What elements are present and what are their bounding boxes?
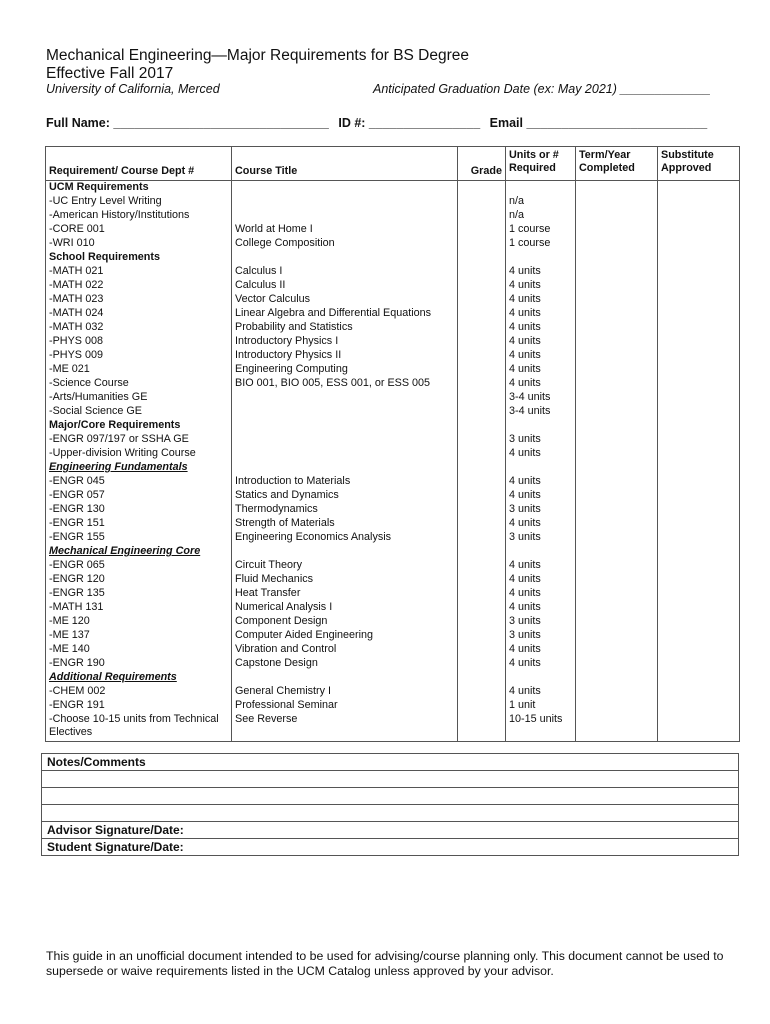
term-year-cell[interactable] xyxy=(576,489,658,503)
grade-cell[interactable] xyxy=(458,433,506,447)
grade-cell[interactable] xyxy=(458,615,506,629)
grade-cell[interactable] xyxy=(458,475,506,489)
term-year-cell[interactable] xyxy=(576,503,658,517)
course-title-cell: Component Design xyxy=(232,615,458,629)
requirement-cell: -ENGR 065 xyxy=(46,559,232,573)
grade-cell[interactable] xyxy=(458,363,506,377)
requirement-cell: -MATH 131 xyxy=(46,601,232,615)
column-header-term-year: Term/Year Completed xyxy=(576,147,658,181)
substitute-cell[interactable] xyxy=(658,363,740,377)
grade-cell[interactable] xyxy=(458,307,506,321)
units-cell xyxy=(506,671,576,685)
term-year-cell[interactable] xyxy=(576,237,658,251)
term-year-cell[interactable] xyxy=(576,699,658,713)
section-header-row xyxy=(46,181,740,196)
term-year-cell[interactable] xyxy=(576,419,658,433)
course-title-cell: Engineering Computing xyxy=(232,363,458,377)
requirement-cell: -PHYS 009 xyxy=(46,349,232,363)
requirement-cell: School Requirements xyxy=(46,251,232,265)
term-year-cell[interactable] xyxy=(576,321,658,335)
table-row xyxy=(46,629,740,643)
grade-cell[interactable] xyxy=(458,237,506,251)
column-header-requirement: Requirement/ Course Dept # xyxy=(46,147,232,181)
course-title-cell: Introductory Physics I xyxy=(232,335,458,349)
requirement-cell: -ENGR 120 xyxy=(46,573,232,587)
notes-line[interactable] xyxy=(42,788,739,805)
requirement-cell: Mechanical Engineering Core xyxy=(46,545,232,559)
requirement-cell: -WRI 010 xyxy=(46,237,232,251)
grade-cell[interactable] xyxy=(458,377,506,391)
substitute-cell[interactable] xyxy=(658,391,740,405)
requirement-cell: -ENGR 155 xyxy=(46,531,232,545)
column-header-grade: Grade xyxy=(458,147,506,181)
term-year-cell[interactable] xyxy=(576,587,658,601)
units-cell xyxy=(506,251,576,265)
course-title-cell: College Composition xyxy=(232,237,458,251)
units-cell xyxy=(506,545,576,559)
substitute-cell[interactable] xyxy=(658,531,740,545)
course-title-cell: Capstone Design xyxy=(232,657,458,671)
table-row xyxy=(46,363,740,377)
units-cell xyxy=(506,419,576,433)
notes-line[interactable] xyxy=(42,805,739,822)
course-title-cell: Introductory Physics II xyxy=(232,349,458,363)
course-title-cell: Fluid Mechanics xyxy=(232,573,458,587)
full-name-field[interactable]: Full Name: _______________________________ xyxy=(46,116,329,130)
anticipated-graduation-field[interactable]: Anticipated Graduation Date (ex: May 2021) _____________ xyxy=(373,82,711,96)
substitute-cell[interactable] xyxy=(658,475,740,489)
table-row xyxy=(46,475,740,489)
grade-cell[interactable] xyxy=(458,587,506,601)
units-cell: 4 units xyxy=(506,559,576,573)
table-row xyxy=(46,447,740,461)
section-header-row xyxy=(46,461,740,475)
grade-cell[interactable] xyxy=(458,405,506,419)
term-year-cell[interactable] xyxy=(576,629,658,643)
table-row xyxy=(46,601,740,615)
university-name: University of California, Merced xyxy=(46,82,220,96)
substitute-cell[interactable] xyxy=(658,629,740,643)
units-cell: 3 units xyxy=(506,433,576,447)
units-cell: 4 units xyxy=(506,685,576,699)
substitute-cell[interactable] xyxy=(658,223,740,237)
substitute-cell[interactable] xyxy=(658,265,740,279)
course-title-cell: Circuit Theory xyxy=(232,559,458,573)
course-title-cell: See Reverse xyxy=(232,713,458,742)
term-year-cell[interactable] xyxy=(576,433,658,447)
units-cell: n/a xyxy=(506,209,576,223)
course-title-cell xyxy=(232,181,458,196)
course-title-cell xyxy=(232,433,458,447)
table-row xyxy=(46,307,740,321)
requirement-cell: -ENGR 057 xyxy=(46,489,232,503)
course-title-cell: BIO 001, BIO 005, ESS 001, or ESS 005 xyxy=(232,377,458,391)
notes-comments-label: Notes/Comments xyxy=(42,754,739,771)
units-cell: 3 units xyxy=(506,629,576,643)
grade-cell[interactable] xyxy=(458,251,506,265)
course-title-cell: Numerical Analysis I xyxy=(232,601,458,615)
requirement-cell: -CORE 001 xyxy=(46,223,232,237)
substitute-cell[interactable] xyxy=(658,307,740,321)
substitute-cell[interactable] xyxy=(658,251,740,265)
requirement-cell: -ME 120 xyxy=(46,615,232,629)
student-id-field[interactable]: ID #: ________________ xyxy=(338,116,481,130)
substitute-cell[interactable] xyxy=(658,657,740,671)
grade-cell[interactable] xyxy=(458,685,506,699)
units-cell: 4 units xyxy=(506,475,576,489)
table-row xyxy=(46,349,740,363)
requirement-cell: Additional Requirements xyxy=(46,671,232,685)
table-row xyxy=(46,293,740,307)
units-cell: 4 units xyxy=(506,601,576,615)
substitute-cell[interactable] xyxy=(658,447,740,461)
units-cell: 3 units xyxy=(506,531,576,545)
term-year-cell[interactable] xyxy=(576,657,658,671)
units-cell: 4 units xyxy=(506,377,576,391)
grade-cell[interactable] xyxy=(458,419,506,433)
units-cell: 3-4 units xyxy=(506,405,576,419)
substitute-cell[interactable] xyxy=(658,195,740,209)
grade-cell[interactable] xyxy=(458,293,506,307)
substitute-cell[interactable] xyxy=(658,377,740,391)
email-field[interactable]: Email __________________________ xyxy=(489,116,708,130)
substitute-cell[interactable] xyxy=(658,559,740,573)
units-cell: 3-4 units xyxy=(506,391,576,405)
grade-cell[interactable] xyxy=(458,265,506,279)
substitute-cell[interactable] xyxy=(658,699,740,713)
course-title-cell xyxy=(232,195,458,209)
requirement-cell: -UC Entry Level Writing xyxy=(46,195,232,209)
course-title-cell: Statics and Dynamics xyxy=(232,489,458,503)
term-year-cell[interactable] xyxy=(576,307,658,321)
grade-cell[interactable] xyxy=(458,461,506,475)
term-year-cell[interactable] xyxy=(576,475,658,489)
term-year-cell[interactable] xyxy=(576,391,658,405)
requirement-cell: -Upper-division Writing Course xyxy=(46,447,232,461)
units-cell: 4 units xyxy=(506,265,576,279)
course-title-cell: Probability and Statistics xyxy=(232,321,458,335)
term-year-cell[interactable] xyxy=(576,615,658,629)
table-row xyxy=(46,377,740,391)
student-signature-field[interactable]: Student Signature/Date: xyxy=(42,839,739,856)
table-row xyxy=(46,433,740,447)
grade-cell[interactable] xyxy=(458,321,506,335)
course-title-cell: Calculus I xyxy=(232,265,458,279)
table-row xyxy=(46,195,740,209)
units-cell: 4 units xyxy=(506,307,576,321)
course-title-cell: Computer Aided Engineering xyxy=(232,629,458,643)
substitute-cell[interactable] xyxy=(658,545,740,559)
grade-cell[interactable] xyxy=(458,489,506,503)
course-title-cell: Vector Calculus xyxy=(232,293,458,307)
requirement-cell: -MATH 032 xyxy=(46,321,232,335)
substitute-cell[interactable] xyxy=(658,489,740,503)
term-year-cell[interactable] xyxy=(576,713,658,742)
notes-table xyxy=(41,753,739,856)
grade-cell[interactable] xyxy=(458,671,506,685)
substitute-cell[interactable] xyxy=(658,419,740,433)
table-row xyxy=(46,265,740,279)
requirement-cell: -ME 021 xyxy=(46,363,232,377)
table-row xyxy=(46,335,740,349)
substitute-cell[interactable] xyxy=(658,237,740,251)
units-cell xyxy=(506,461,576,475)
course-title-cell: General Chemistry I xyxy=(232,685,458,699)
course-title-cell xyxy=(232,671,458,685)
substitute-cell[interactable] xyxy=(658,503,740,517)
table-row xyxy=(46,391,740,405)
grade-cell[interactable] xyxy=(458,559,506,573)
substitute-cell[interactable] xyxy=(658,573,740,587)
grade-cell[interactable] xyxy=(458,195,506,209)
grade-cell[interactable] xyxy=(458,223,506,237)
course-title-cell: Engineering Economics Analysis xyxy=(232,531,458,545)
requirement-cell: -Social Science GE xyxy=(46,405,232,419)
substitute-cell[interactable] xyxy=(658,433,740,447)
term-year-cell[interactable] xyxy=(576,573,658,587)
table-row xyxy=(46,503,740,517)
units-cell: 3 units xyxy=(506,503,576,517)
units-cell: 10-15 units xyxy=(506,713,576,742)
term-year-cell[interactable] xyxy=(576,685,658,699)
units-cell: 4 units xyxy=(506,349,576,363)
requirement-cell: -American History/Institutions xyxy=(46,209,232,223)
course-title-cell: Vibration and Control xyxy=(232,643,458,657)
substitute-cell[interactable] xyxy=(658,321,740,335)
table-row xyxy=(46,237,740,251)
course-title-cell: Linear Algebra and Differential Equations xyxy=(232,307,458,321)
grade-cell[interactable] xyxy=(458,391,506,405)
substitute-cell[interactable] xyxy=(658,335,740,349)
section-header-row xyxy=(46,419,740,433)
units-cell: 1 course xyxy=(506,237,576,251)
grade-cell[interactable] xyxy=(458,181,506,196)
course-title-cell: Professional Seminar xyxy=(232,699,458,713)
notes-line[interactable] xyxy=(42,771,739,788)
substitute-cell[interactable] xyxy=(658,587,740,601)
term-year-cell[interactable] xyxy=(576,223,658,237)
requirement-cell: -MATH 024 xyxy=(46,307,232,321)
substitute-cell[interactable] xyxy=(658,293,740,307)
units-cell: 4 units xyxy=(506,573,576,587)
units-cell: 4 units xyxy=(506,363,576,377)
requirement-cell: -Science Course xyxy=(46,377,232,391)
table-row xyxy=(46,559,740,573)
substitute-cell[interactable] xyxy=(658,643,740,657)
course-title-cell: World at Home I xyxy=(232,223,458,237)
table-row xyxy=(46,713,740,742)
substitute-cell[interactable] xyxy=(658,671,740,685)
grade-cell[interactable] xyxy=(458,629,506,643)
requirement-cell: -ENGR 191 xyxy=(46,699,232,713)
table-row xyxy=(46,573,740,587)
requirement-cell: -ENGR 130 xyxy=(46,503,232,517)
units-cell: 4 units xyxy=(506,517,576,531)
grade-cell[interactable] xyxy=(458,573,506,587)
term-year-cell[interactable] xyxy=(576,447,658,461)
term-year-cell[interactable] xyxy=(576,601,658,615)
column-header-units: Units or # Required xyxy=(506,147,576,181)
table-row xyxy=(46,657,740,671)
substitute-cell[interactable] xyxy=(658,279,740,293)
table-row xyxy=(46,223,740,237)
grade-cell[interactable] xyxy=(458,531,506,545)
term-year-cell[interactable] xyxy=(576,363,658,377)
table-row xyxy=(46,685,740,699)
units-cell: 4 units xyxy=(506,335,576,349)
units-cell: 4 units xyxy=(506,279,576,293)
term-year-cell[interactable] xyxy=(576,461,658,475)
table-row xyxy=(46,615,740,629)
table-row xyxy=(46,587,740,601)
course-title-cell: Thermodynamics xyxy=(232,503,458,517)
requirement-cell: UCM Requirements xyxy=(46,181,232,196)
requirement-cell: -ME 137 xyxy=(46,629,232,643)
substitute-cell[interactable] xyxy=(658,615,740,629)
document-subtitle: Effective Fall 2017 xyxy=(46,65,174,82)
requirement-cell: -MATH 021 xyxy=(46,265,232,279)
grade-cell[interactable] xyxy=(458,335,506,349)
course-title-cell: Introduction to Materials xyxy=(232,475,458,489)
grade-cell[interactable] xyxy=(458,699,506,713)
table-row xyxy=(46,489,740,503)
section-header-row xyxy=(46,545,740,559)
requirement-cell: -Choose 10-15 units from Technical Electives xyxy=(46,713,232,742)
table-row xyxy=(46,405,740,419)
requirement-cell: -MATH 023 xyxy=(46,293,232,307)
term-year-cell[interactable] xyxy=(576,377,658,391)
term-year-cell[interactable] xyxy=(576,265,658,279)
table-row xyxy=(46,517,740,531)
substitute-cell[interactable] xyxy=(658,181,740,196)
substitute-cell[interactable] xyxy=(658,461,740,475)
table-row xyxy=(46,699,740,713)
grade-cell[interactable] xyxy=(458,349,506,363)
term-year-cell[interactable] xyxy=(576,349,658,363)
requirement-cell: Major/Core Requirements xyxy=(46,419,232,433)
section-header-row xyxy=(46,671,740,685)
substitute-cell[interactable] xyxy=(658,601,740,615)
course-title-cell xyxy=(232,251,458,265)
advisor-signature-field[interactable]: Advisor Signature/Date: xyxy=(42,822,739,839)
term-year-cell[interactable] xyxy=(576,559,658,573)
units-cell: 4 units xyxy=(506,657,576,671)
term-year-cell[interactable] xyxy=(576,405,658,419)
requirement-cell: -ENGR 045 xyxy=(46,475,232,489)
term-year-cell[interactable] xyxy=(576,531,658,545)
grade-cell[interactable] xyxy=(458,447,506,461)
substitute-cell[interactable] xyxy=(658,685,740,699)
substitute-cell[interactable] xyxy=(658,517,740,531)
requirement-cell: -Arts/Humanities GE xyxy=(46,391,232,405)
grade-cell[interactable] xyxy=(458,657,506,671)
course-title-cell: Heat Transfer xyxy=(232,587,458,601)
course-title-cell: Calculus II xyxy=(232,279,458,293)
column-header-course-title: Course Title xyxy=(232,147,458,181)
requirement-cell: Engineering Fundamentals xyxy=(46,461,232,475)
grade-cell[interactable] xyxy=(458,503,506,517)
requirement-cell: -ENGR 190 xyxy=(46,657,232,671)
course-title-cell xyxy=(232,405,458,419)
term-year-cell[interactable] xyxy=(576,279,658,293)
course-title-cell xyxy=(232,391,458,405)
term-year-cell[interactable] xyxy=(576,251,658,265)
term-year-cell[interactable] xyxy=(576,209,658,223)
requirement-cell: -PHYS 008 xyxy=(46,335,232,349)
substitute-cell[interactable] xyxy=(658,713,740,742)
requirement-cell: -MATH 022 xyxy=(46,279,232,293)
units-cell: 3 units xyxy=(506,615,576,629)
grade-cell[interactable] xyxy=(458,517,506,531)
units-cell xyxy=(506,181,576,196)
units-cell: 1 unit xyxy=(506,699,576,713)
term-year-cell[interactable] xyxy=(576,671,658,685)
grade-cell[interactable] xyxy=(458,545,506,559)
substitute-cell[interactable] xyxy=(658,209,740,223)
units-cell: n/a xyxy=(506,195,576,209)
student-info-row xyxy=(46,116,713,130)
grade-cell[interactable] xyxy=(458,209,506,223)
grade-cell[interactable] xyxy=(458,601,506,615)
units-cell: 1 course xyxy=(506,223,576,237)
course-title-cell xyxy=(232,545,458,559)
requirement-cell: -ENGR 151 xyxy=(46,517,232,531)
course-title-cell xyxy=(232,447,458,461)
course-title-cell xyxy=(232,419,458,433)
requirement-cell: -ME 140 xyxy=(46,643,232,657)
grade-cell[interactable] xyxy=(458,713,506,742)
requirement-cell: -CHEM 002 xyxy=(46,685,232,699)
section-header-row xyxy=(46,251,740,265)
requirement-cell: -ENGR 097/197 or SSHA GE xyxy=(46,433,232,447)
units-cell: 4 units xyxy=(506,587,576,601)
requirement-cell: -ENGR 135 xyxy=(46,587,232,601)
term-year-cell[interactable] xyxy=(576,643,658,657)
disclaimer-text: This guide in an unofficial document intended to be used for advising/course planning only. This document cannot be used to supersede or waive requirements listed in the UCM Catalog unless approved by your advisor. xyxy=(46,949,724,978)
units-cell: 4 units xyxy=(506,321,576,335)
units-cell: 4 units xyxy=(506,447,576,461)
column-header-substitute: Substitute Approved xyxy=(658,147,740,181)
requirements-table xyxy=(45,146,740,742)
table-row xyxy=(46,209,740,223)
table-row xyxy=(46,279,740,293)
term-year-cell[interactable] xyxy=(576,517,658,531)
course-title-cell xyxy=(232,461,458,475)
term-year-cell[interactable] xyxy=(576,181,658,196)
term-year-cell[interactable] xyxy=(576,335,658,349)
table-row xyxy=(46,531,740,545)
units-cell: 4 units xyxy=(506,489,576,503)
document-title: Mechanical Engineering—Major Requirements for BS Degree xyxy=(46,47,470,64)
units-cell: 4 units xyxy=(506,643,576,657)
substitute-cell[interactable] xyxy=(658,405,740,419)
grade-cell[interactable] xyxy=(458,643,506,657)
units-cell: 4 units xyxy=(506,293,576,307)
term-year-cell[interactable] xyxy=(576,195,658,209)
course-title-cell: Strength of Materials xyxy=(232,517,458,531)
table-row xyxy=(46,643,740,657)
grade-cell[interactable] xyxy=(458,279,506,293)
table-header-row xyxy=(46,147,740,181)
term-year-cell[interactable] xyxy=(576,545,658,559)
term-year-cell[interactable] xyxy=(576,293,658,307)
course-title-cell xyxy=(232,209,458,223)
table-row xyxy=(46,321,740,335)
substitute-cell[interactable] xyxy=(658,349,740,363)
